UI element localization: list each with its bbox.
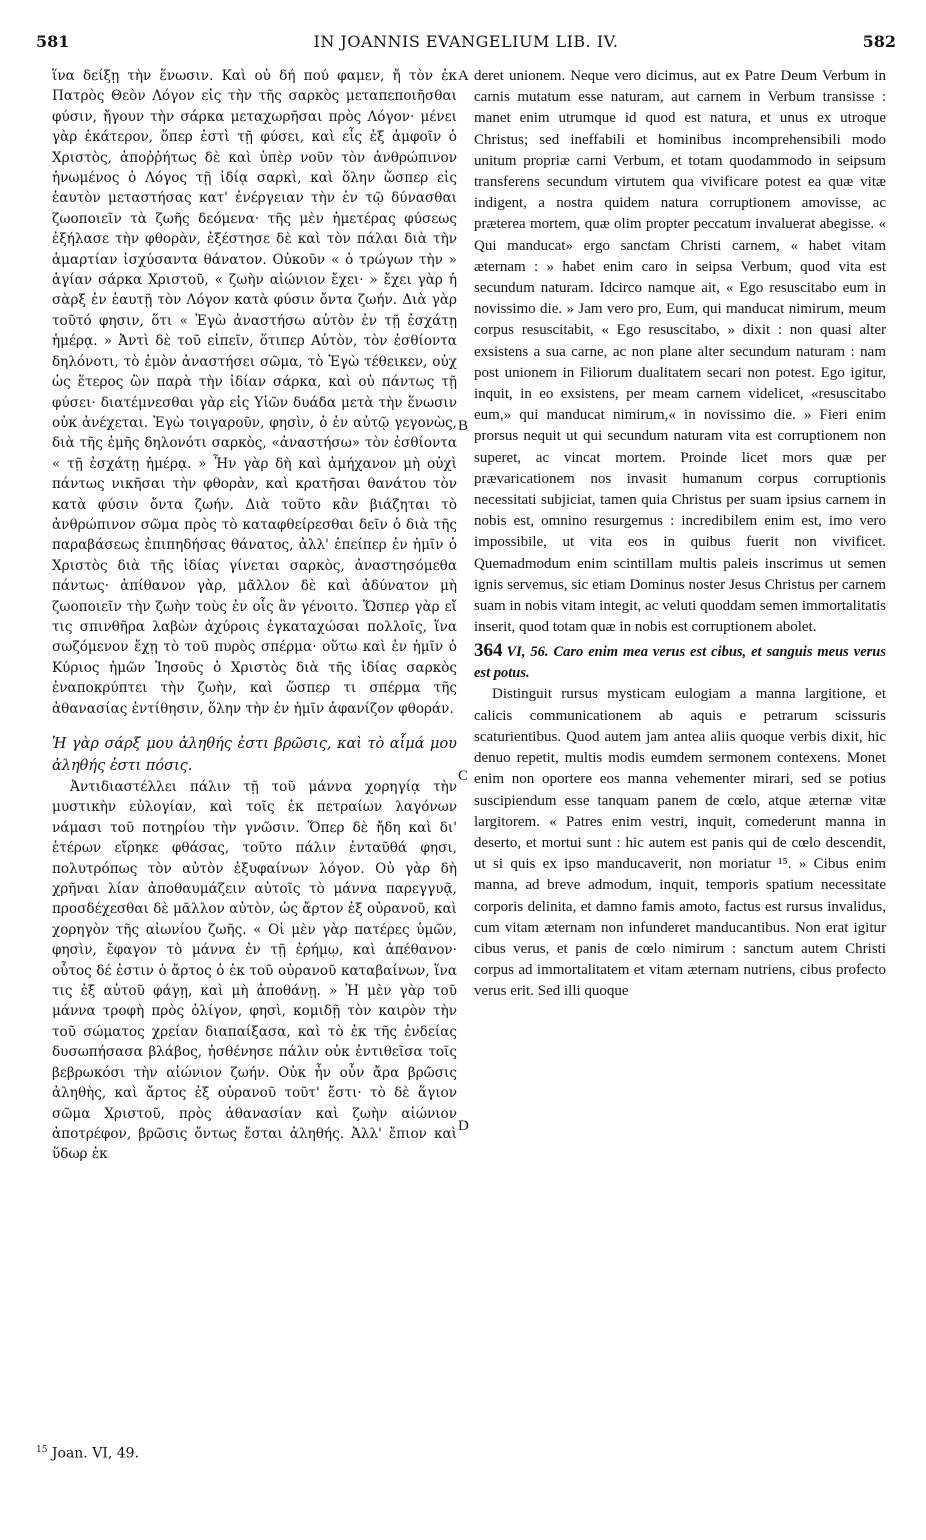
- greek-paragraph-2: Ἀντιδιαστέλλει πάλιν τῇ τοῦ μάννα χορηγίᾳ τὴν μυστικὴν εὐλογίαν, καὶ τοῖς ἐκ πετραίων λαγόνων νάμασι τοῦ ποτηρίου τὴν γνῶσιν. Ὅπερ δὲ ἤδη καὶ δι' ἑτέρων εἴρηκε φθάσας, τοῦτο πάλιν ἐνταῦθά φησι, πολυτρόπως τὸν αὐτὸν ἐξυφαίνων λόγον. Οὐ γὰρ δὴ χρῆναι λίαν ἀποθαυμάζειν αὐτοῖς τὸ μάννα παρεγγυᾷ, προσδέχεσθαι δὲ μᾶλλον αὐτὸν, ὡς ἄρτον ἐξ οὐρανοῦ, καὶ χορηγὸν τῆς αἰωνίου ζωῆς. « Οἱ μὲν γὰρ πατέρες ὑμῶν, φησὶν, ἔφαγον τὸ μάννα ἐν τῇ ἐρήμῳ, καὶ ἀπέθανον· οὗτος δέ ἐστιν ὁ ἄρτος ὁ ἐκ τοῦ οὐρανοῦ καταβαίνων, ἵνα τις ἐξ αὐτοῦ φάγῃ, καὶ μὴ ἀποθάνῃ. » Ἡ μὲν γὰρ τοῦ μάννα τροφὴ πρὸς ὀλίγον, φησὶ, κομιδῇ τὸν καιρὸν τὴν τοῦ σώματος χρείαν διαπαίξασα, καὶ τὸ ἐκ τῆς ἐνδείας δυσωπήσασα βλάβος, ἠσθένησε πάλιν οὐκ ἐντιθεῖσα τοῖς βεβρωκόσι τὴν αἰώνιον ζωήν. Οὐκ ἦν οὖν ἄρα βρῶσις ἀληθὴς, καὶ ἄρτος ἐξ οὐρανοῦ τοῦτ' ἔστι· τὸ δὲ ἅγιον σῶμα Χριστοῦ, πρὸς ἀθανασίαν καὶ ζωὴν αἰώνιον ἀποτρέφον, βρῶσις ὄντως ἔσται ἀληθής. Ἀλλ' ἔπιον καὶ ὕδωρ ἐκ: [52, 779, 457, 1163]
- running-header: [36, 32, 896, 58]
- latin-heading-text: VI, 56. Caro enim mea verus est cibus, et sanguis meus verus est potus.: [474, 644, 886, 682]
- latin-paragraph-2: Distinguit rursus mysticam eulogiam a manna largitione, et calicis communicationem ab aquis e petrarum scissuris scaturientibus. Quod autem jam antea aliis quoque verbis dixit, hic denuo repetit, multis modis eumdem sermonem contexens. Monet enim non oportere eos manna vehementer mirari, sed se potius suscipiendum esse tanquam panem de cœlo, atque æternæ vitæ largitorem. « Patres enim vestri, inquit, comederunt manna in deserto, et mortui sunt : hic autem est panis qui de cœlo descendit, ut si quis ex ipso manducaverit, non moriatur ¹⁵. » Cibus enim manna, ad breve admodum, inquit, temporis spatium necessitate corporis delinita, et damno famis amoto, factus est rursus invalidus, cum vitam æternam non infunderet manducantibus. Non erat igitur cibus verus, et panis de cœlo nimirum : sanctum autem Christi corpus ad immortalitatem et vitam æternam nutriens, cibus profecto verus erit. Sed illi quoque: [474, 686, 886, 1000]
- section-marker-b: B: [458, 418, 469, 434]
- footnote-text: Joan. VI, 49.: [51, 1445, 140, 1462]
- column-number: 364: [474, 640, 503, 662]
- section-marker-a: A: [458, 68, 469, 84]
- latin-verse-heading: [474, 640, 886, 684]
- footnote-number: 15: [36, 1445, 48, 1455]
- page-number-left: 581: [36, 32, 70, 51]
- section-marker-d: D: [458, 1118, 469, 1134]
- footnote: [36, 1445, 139, 1462]
- page-number-right: 582: [862, 32, 896, 51]
- running-title: IN JOANNIS EVANGELIUM LIB. IV.: [313, 32, 619, 51]
- greek-verse-heading: Ἡ γὰρ σάρξ μου ἀληθής ἐστι βρῶσις, καὶ τὸ αἷμά μου ἀληθής ἐστι πόσις.: [52, 736, 457, 774]
- latin-paragraph-1: deret unionem. Neque vero dicimus, aut ex Patre Deum Verbum in carnis mutatum esse naturam, aut carnem in Verbum transisse : manet enim utrumque id quod est natura, et unus ex utroque Christus; sed ineffabili et hominibus incomprehensibili modo unitum propriæ carni Verbum, et totam quodammodo in seipsum transferens secundum virtutem qua vivificare potest ea quæ vitæ indigent, a nostra quidem natura corruptionem amovisse, ac præterea mortem, quæ olim propter peccatum invaluerat abegisse. « Qui manducat» ergo sanctam Christi carnem, « habet vitam æternam : » habet enim caro in seipsa Verbum, quod vita est secundum naturam. Idcirco namque ait, « Ego resuscitabo eum in novissimo die. » Jam vero pro, Eum, qui manducat nimirum, meum corpus resuscitabit, « Ego resuscitabo, » dixit : non quasi alter exsistens a sua carne, ac non plane alter secundum naturam : nam post unionem in Filiorum dualitatem secari non potest. Ego igitur, inquit, in eo exsistens, per meam carnem videlicet, «resuscitabo eum,» qui manducat nimirum,« in novissimo die. » Fieri enim prorsus nequit ut qui secundum naturam vita est corruptionem non superet, ac vincat mortem. Proinde licet mors quæ per prævaricationem nos invasit humanum corpus corruptionis necessitati subjiciat, tamen quia Christus per suam ipsius carnem in nobis est, omnino resurgemus : incredibilem enim est, imo vero impossibile, ut vita eos in quibus fuerit non vivificet. Quemadmodum enim scintillam multis paleis inscrimus ut semen ignis servemus, sic etiam Dominus noster Jesus Christus per carnem suam in nobis vitam integit, ac veluti quoddam semen immortalitatis inserit, quod totam quæ in nobis est corruptionem abolet.: [474, 68, 886, 636]
- greek-paragraph-1: ἵνα δείξῃ τὴν ἕνωσιν. Καὶ οὐ δή πού φαμεν, ἤ τὸν ἐκ Πατρὸς Θεὸν Λόγον εἰς τὴν τῆς σαρκὸς μεταπεποιῆσθαι φύσιν, ἤγουν τὴν σάρκα μεταχωρῆσαι πρὸς Λόγον· μένει γὰρ ἑκάτερον, ὅπερ ἐστὶ τῇ φύσει, καὶ εἷς ἐξ ἀμφοῖν ὁ Χριστὸς, ἀποῤῥήτως δὲ καὶ ὑπὲρ νοῦν τὸν ἀνθρώπινον ἡνωμένος ὁ Λόγος τῇ ἰδίᾳ σαρκὶ, καὶ ὅλην ὥσπερ εἰς ἑαυτὸν μεταστήσας κατ' ἐνέργειαν τὴν ἐν τῷ δύνασθαι ζωοποιεῖν τὰ ζωῆς δεόμενα· τῆς μὲν ἡμετέρας φύσεως ἐξήλασε τὴν φθορὰν, ἐξέστησε δὲ καὶ τὸν πάλαι διὰ τὴν ἁμαρτίαν ἰσχύσαντα θάνατον. Οὐκοῦν « ὁ τρώγων τὴν » ἁγίαν σάρκα Χριστοῦ, « ζωὴν αἰώνιον ἔχει· » ἔχει γὰρ ἡ σὰρξ ἐν ἑαυτῇ τὸν Λόγον κατὰ φύσιν ὄντα ζωήν. Διὰ γὰρ τοῦτό φησιν, ὅτι « Ἐγὼ ἀναστήσω αὐτὸν ἐν τῇ ἐσχάτῃ ἡμέρᾳ. » Ἀντὶ δὲ τοῦ εἰπεῖν, ὅτιπερ Αὐτὸν, τὸν ἐσθίοντα δηλόνοτι, τὸ ἐμὸν ἀναστήσει σῶμα, τὸ Ἐγὼ τέθεικεν, οὐχ ὡς ἕτερος ὢν παρὰ τὴν ἰδίαν σάρκα, καὶ οὐ πάντως τῇ φύσει· διατέμνεσθαι γὰρ εἰς Υἱῶν δυάδα μετὰ τὴν ἕνωσιν οὐκ ἀνέχεται. Ἐγὼ τοιγαροῦν, φησὶν, ὁ ἐν αὐτῷ γεγονὼς, διὰ τῆς ἐμῆς δηλονότι σαρκὸς, «ἀναστήσω» τὸν ἐσθίοντα « τῇ ἐσχάτῃ ἡμέρᾳ. » Ἦν γὰρ δὴ καὶ ἀμήχανον μὴ οὐχὶ πάντως νικῆσαι τὴν φθορὰν, καὶ κρατῆσαι θανάτου τὸν κατὰ φύσιν ὄντα ζωήν. Διὰ τοῦτο κἂν βιάζηται τὸ ἀνθρώπινον σῶμα πρὸς τὸ καταφθείρεσθαι δεῖν ὁ διὰ τῆς παραβάσεως ἐπιπηδήσας θάνατος, ἀλλ' ἐπείπερ ἐν ἡμῖν ὁ Χριστὸς διὰ τῆς ἰδίας γίνεται σαρκὸς, ἀναστησόμεθα πάντως· ἀπίθανον γὰρ, μᾶλλον δὲ καὶ ἀδύνατον μὴ ζωοποιεῖν τὴν ζωὴν τοὺς ἐν οἷς ἂν γένοιτο. Ὥσπερ γὰρ εἴ τις σπινθῆρα λαβὼν ἀχύροις ἐγκαταχώσαι πολλοῖς, ἵνα σωζόμενον ἔχῃ τὸ τοῦ πυρὸς σπέρμα· οὕτω καὶ ἐν ἡμῖν ὁ Κύριος ἡμῶν Ἰησοῦς ὁ Χριστὸς διὰ τῆς ἰδίας σαρκὸς ἐναποκρύπτει τὴν ζωὴν, καὶ ὥσπερ τι σπέρμα τῆς ἀθανασίας ἐντίθησιν, ὅλην τὴν ἐν ἡμῖν ἀφανίζον φθοράν.: [52, 68, 457, 717]
- latin-column: [474, 66, 886, 1003]
- section-marker-c: C: [458, 768, 469, 784]
- greek-column: [52, 66, 457, 1165]
